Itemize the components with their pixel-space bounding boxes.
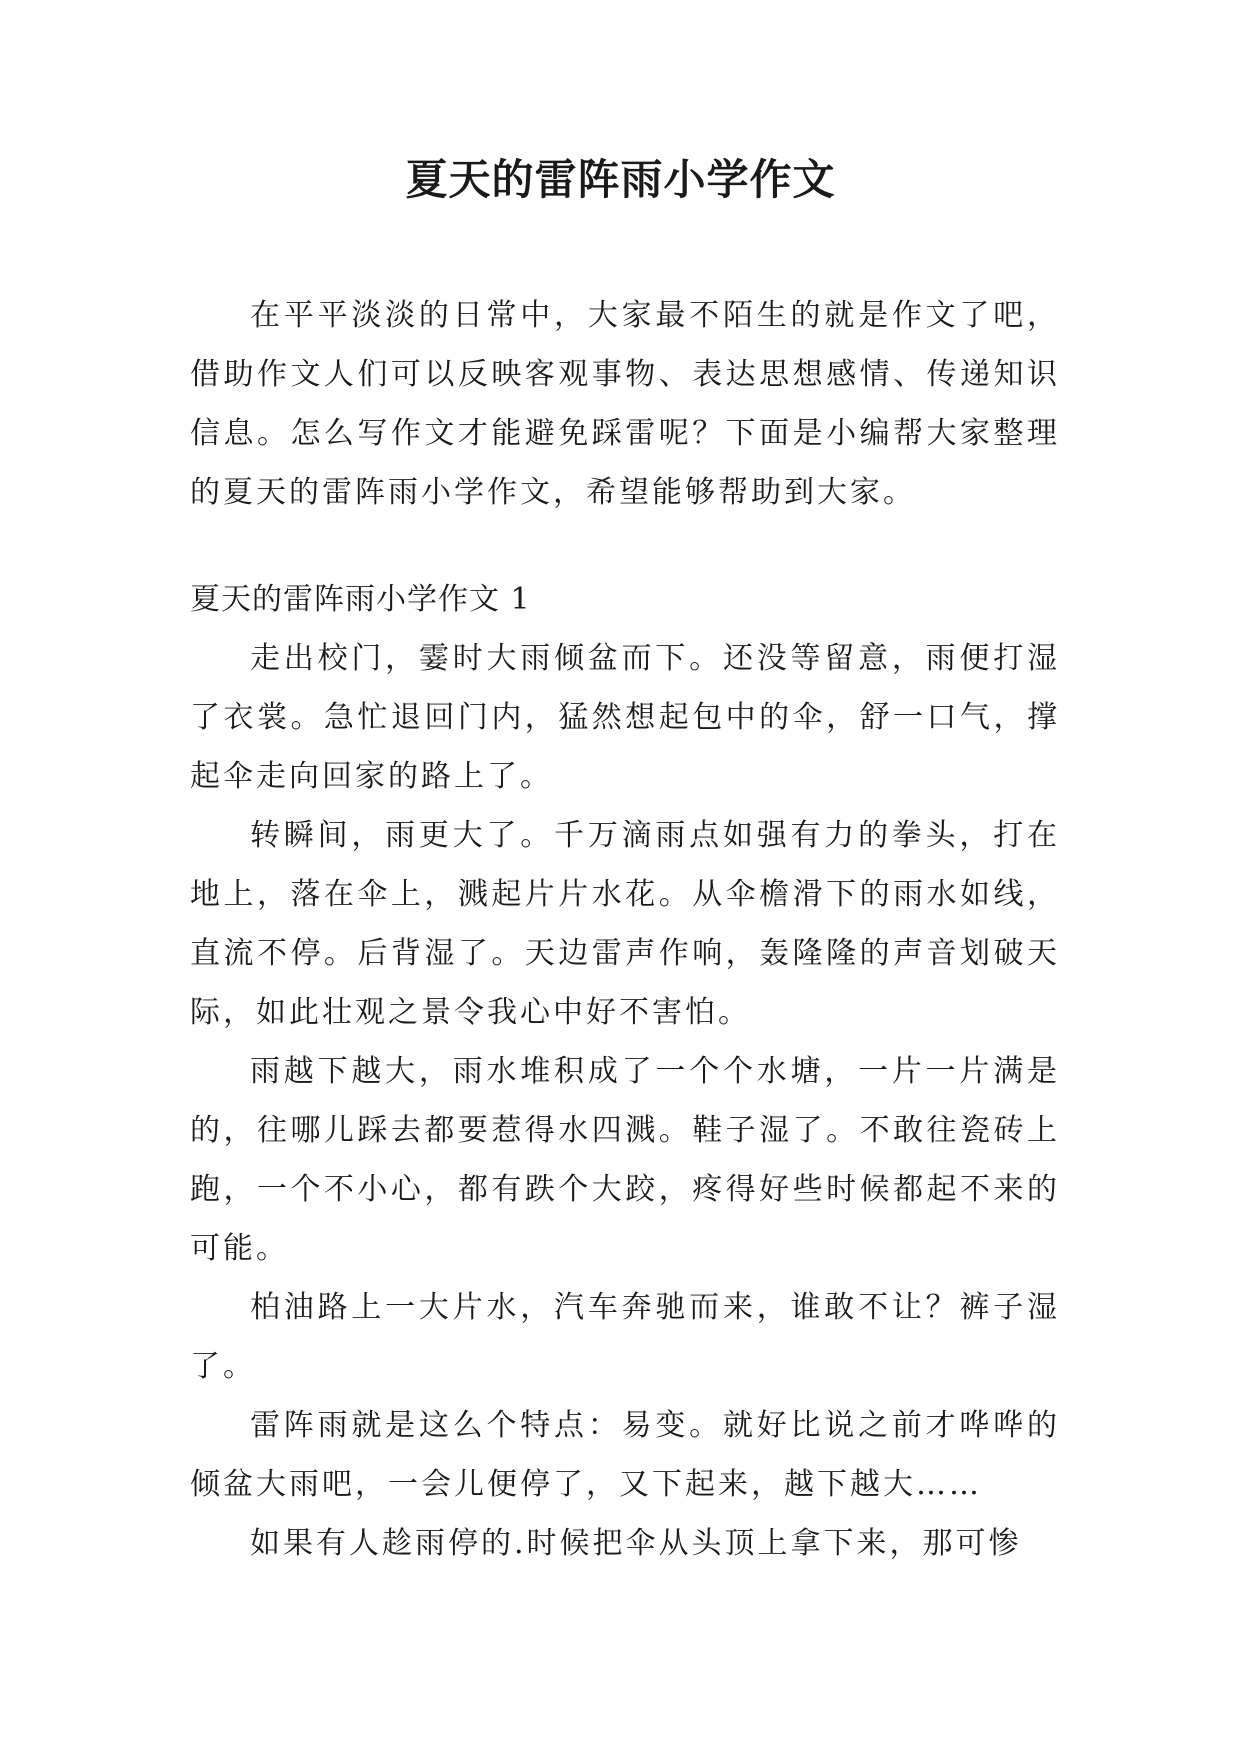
body-paragraph: 雨越下越大，雨水堆积成了一个个水塘，一片一片满是的，往哪儿踩去都要惹得水四溅。鞋子湿了。不敢往瓷砖上跑，一个不小心，都有跌个大跤，疼得好些时候都起不来的可能。 — [190, 1054, 1060, 1266]
body-paragraph: 雷阵雨就是这么个特点：易变。就好比说之前才哗哗的倾盆大雨吧，一会儿便停了，又下起来，越下越大…… — [190, 1408, 1060, 1502]
body-paragraph: 转瞬间，雨更大了。千万滴雨点如强有力的拳头，打在地上，落在伞上，溅起片片水花。从伞檐滑下的雨水如线，直流不停。后背湿了。天边雷声作响，轰隆隆的声音划破天际，如此壮观之景令我心中好不害怕。 — [190, 818, 1060, 1030]
intro-paragraph: 在平平淡淡的日常中，大家最不陌生的就是作文了吧，借助作文人们可以反映客观事物、表达思想感情、传递知识信息。怎么写作文才能避免踩雷呢？下面是小编帮大家整理的夏天的雷阵雨小学作文，希望能够帮助到大家。 — [190, 298, 1060, 510]
body-paragraph: 柏油路上一大片水，汽车奔驰而来，谁敢不让？裤子湿了。 — [190, 1290, 1060, 1384]
body-paragraph: 走出校门，霎时大雨倾盆而下。还没等留意，雨便打湿了衣裳。急忙退回门内，猛然想起包中的伞，舒一口气，撑起伞走向回家的路上了。 — [190, 641, 1060, 794]
document-title: 夏天的雷阵雨小学作文 — [405, 155, 836, 204]
document-body — [190, 286, 1060, 1573]
body-paragraph: 如果有人趁雨停的.时候把伞从头顶上拿下来，那可惨 — [250, 1526, 1022, 1561]
section-heading: 夏天的雷阵雨小学作文 1 — [190, 582, 531, 617]
